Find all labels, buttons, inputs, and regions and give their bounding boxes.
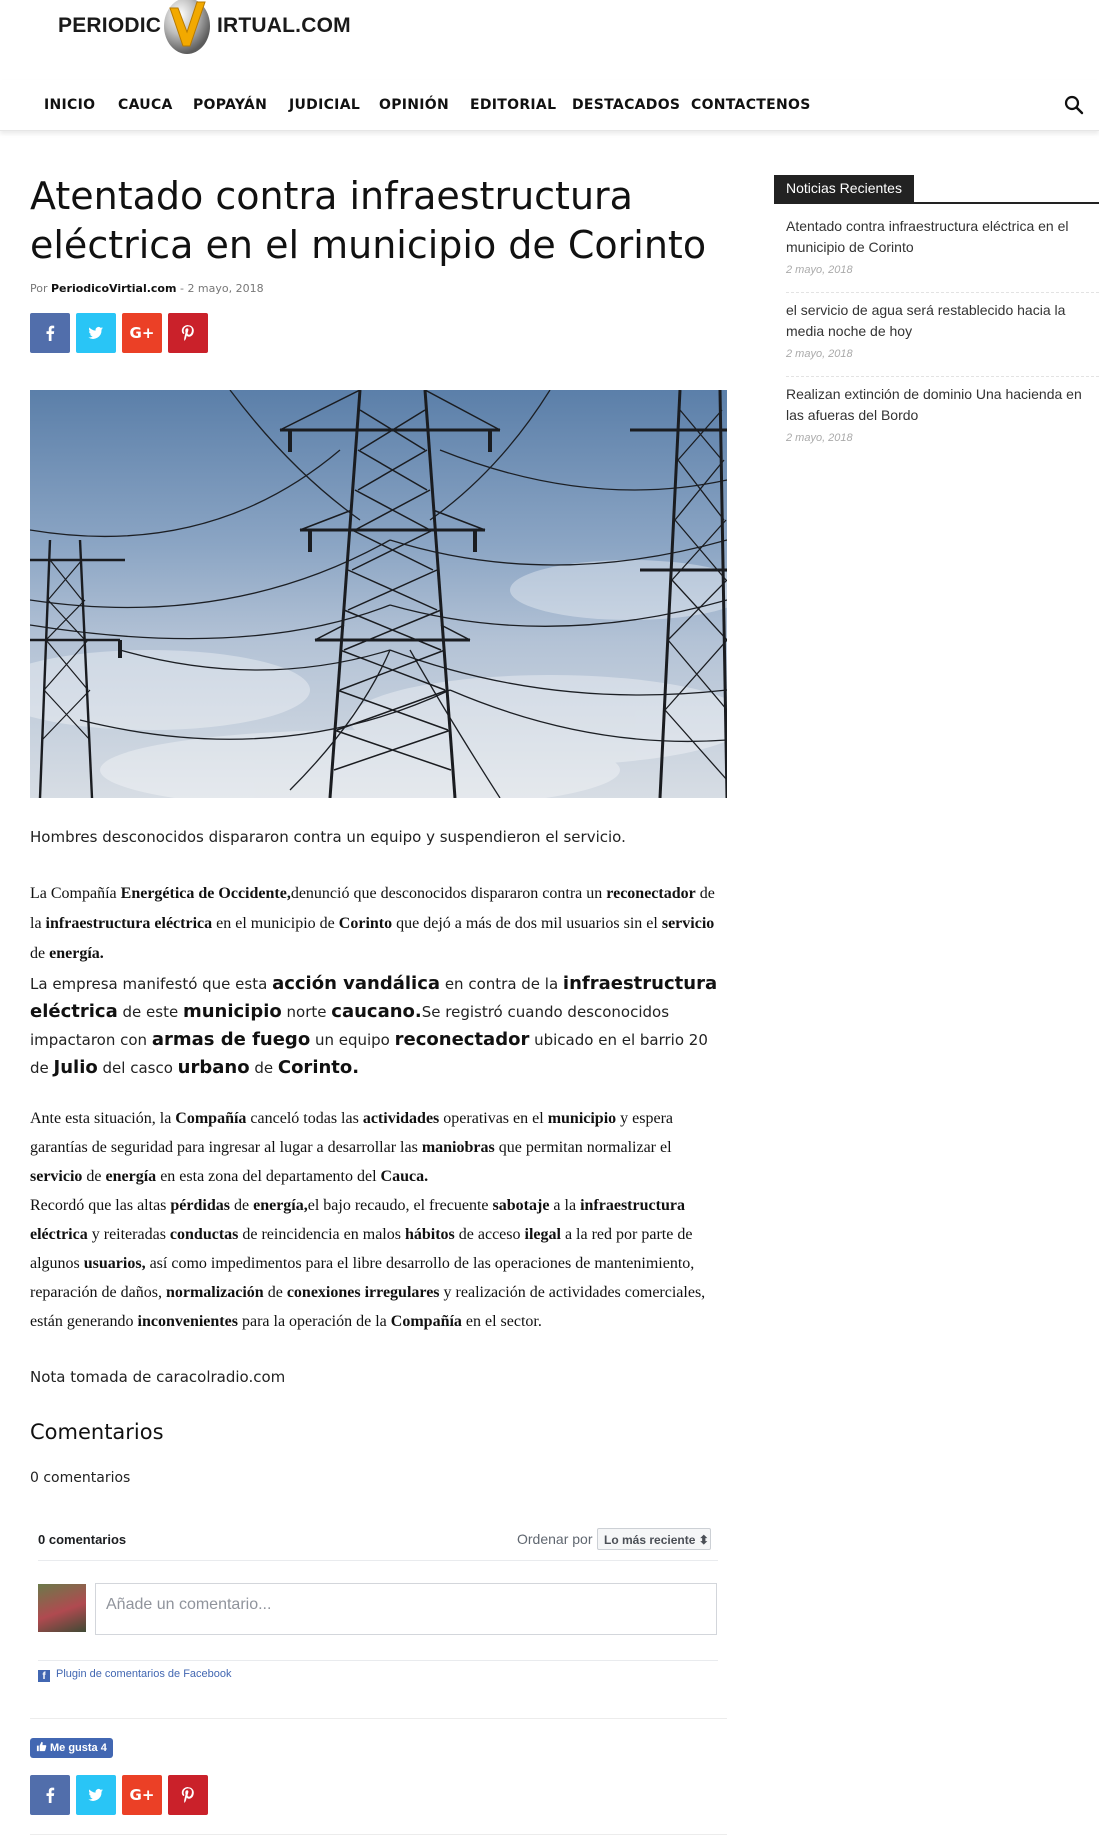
date-separator: - <box>179 282 184 295</box>
facebook-icon <box>30 313 70 353</box>
search-icon[interactable] <box>1063 94 1085 116</box>
article-paragraph-3 <box>30 1104 725 1191</box>
text-run: en el municipio de <box>212 915 339 932</box>
pinterest-share-button[interactable] <box>168 313 208 353</box>
bold-text-run: acción vandálica <box>272 973 441 994</box>
text-run: y espera garantías de seguridad para ingresar al lugar a desarrollar las <box>30 1110 674 1156</box>
bold-text-run: energía <box>105 1168 157 1185</box>
like-button[interactable] <box>30 1738 113 1758</box>
text-run: del casco <box>97 1059 178 1077</box>
bold-text-run: Julio <box>53 1057 98 1078</box>
order-select[interactable]: Lo más reciente ⬍ <box>597 1528 711 1550</box>
google-plus-share-button[interactable] <box>122 1775 162 1815</box>
pinterest-share-button[interactable] <box>168 1775 208 1815</box>
bold-text-run: municipio <box>547 1110 617 1127</box>
bold-text-run: conductas <box>169 1226 239 1243</box>
text-run: en el sector. <box>461 1313 542 1330</box>
bold-text-run: servicio <box>661 915 715 932</box>
fb-plugin-label: Plugin de comentarios de Facebook <box>56 1668 232 1680</box>
text-run: Recordó que las altas <box>30 1197 171 1214</box>
article-meta <box>30 282 264 295</box>
facebook-share-button[interactable] <box>30 313 70 353</box>
text-run: de <box>82 1168 106 1185</box>
nav-item-editorial[interactable]: EDITORIAL <box>470 97 557 113</box>
comments-count: 0 comentarios <box>30 1470 131 1486</box>
recent-news-title-link[interactable]: el servicio de agua será restablecido hacia la media noche de hoy <box>786 302 1066 339</box>
text-run: el bajo recaudo, el frecuente <box>307 1197 493 1214</box>
text-run: norte <box>281 1003 332 1021</box>
google-plus-icon: G+ <box>129 1786 155 1804</box>
pinterest-icon <box>168 313 208 353</box>
text-run: canceló todas las <box>246 1110 363 1127</box>
text-run: un equipo <box>310 1031 395 1049</box>
bold-text-run: usuarios, <box>83 1255 146 1272</box>
article-image <box>30 390 727 798</box>
text-run: y realización de actividades comerciales, están generando <box>30 1284 706 1330</box>
divider <box>30 1834 727 1835</box>
bold-text-run: servicio <box>30 1168 83 1185</box>
article-paragraph-1 <box>30 879 725 969</box>
bold-text-run: actividades <box>362 1110 440 1127</box>
google-plus-icon: G+ <box>129 324 155 342</box>
fb-plugin-link[interactable] <box>38 1668 232 1682</box>
divider <box>38 1560 718 1561</box>
main-nav <box>0 80 1099 131</box>
bold-text-run: urbano <box>177 1057 250 1078</box>
divider <box>786 292 1099 294</box>
article-paragraph-4 <box>30 1191 725 1336</box>
recent-news-date: 2 mayo, 2018 <box>786 432 853 444</box>
nav-item-opinion[interactable]: OPINIÓN <box>379 97 450 113</box>
bold-text-run: Corinto. <box>277 1057 360 1078</box>
recent-news-date: 2 mayo, 2018 <box>786 264 853 276</box>
twitter-icon <box>76 1775 116 1815</box>
text-run: de <box>249 1059 278 1077</box>
recent-news-item[interactable] <box>786 216 1086 276</box>
nav-item-cauca[interactable]: CAUCA <box>118 97 173 113</box>
recent-news-item[interactable] <box>786 384 1086 444</box>
logo-badge-icon <box>162 0 212 56</box>
avatar <box>38 1584 86 1632</box>
google-plus-share-button[interactable] <box>122 313 162 353</box>
article-lead: Hombres desconocidos dispararon contra un equipo y suspendieron el servicio. <box>30 828 626 846</box>
recent-news-item[interactable] <box>786 300 1086 360</box>
twitter-share-button[interactable] <box>76 313 116 353</box>
bold-text-run: Compañía <box>390 1313 462 1330</box>
nav-item-popayan[interactable]: POPAYÁN <box>193 97 268 113</box>
text-run: de acceso <box>454 1226 525 1243</box>
facebook-icon: f <box>38 1670 50 1682</box>
text-run: así como impedimentos para el libre desarrollo de las operaciones de mantenimiento, reparación de daños, <box>30 1255 695 1301</box>
bold-text-run: armas de fuego <box>151 1029 311 1050</box>
comment-input[interactable]: Añade un comentario... <box>95 1583 717 1635</box>
article-paragraph-2 <box>30 970 725 1082</box>
recent-news-title-link[interactable]: Realizan extinción de dominio Una hacienda en las afueras del Bordo <box>786 386 1082 423</box>
nav-item-contactenos[interactable]: CONTACTENOS <box>691 97 811 113</box>
bold-text-run: Corinto <box>338 915 393 932</box>
text-run: y reiteradas <box>87 1226 170 1243</box>
recent-news-title-link[interactable]: Atentado contra infraestructura eléctrica en el municipio de Corinto <box>786 218 1069 255</box>
article-title: Atentado contra infraestructura eléctrica en el municipio de Corinto <box>30 174 707 267</box>
text-run: de <box>30 945 50 962</box>
text-run: de la <box>30 885 715 932</box>
bold-text-run: hábitos <box>404 1226 455 1243</box>
nav-item-inicio[interactable]: INICIO <box>44 97 96 113</box>
logo-text-part1: PERIODIC <box>58 14 162 37</box>
text-run: de reincidencia en malos <box>238 1226 405 1243</box>
bold-text-run: Cauca. <box>380 1168 429 1185</box>
recent-news-title: Noticias Recientes <box>774 175 914 202</box>
bold-text-run: energía. <box>49 945 104 962</box>
nav-item-destacados[interactable]: DESTACADOS <box>572 97 681 113</box>
facebook-icon <box>30 1775 70 1815</box>
text-run: en contra de la <box>440 975 563 993</box>
bold-text-run: infraestructura eléctrica <box>45 915 213 932</box>
bold-text-run: sabotaje <box>492 1197 550 1214</box>
share-buttons-top <box>30 313 250 353</box>
bold-text-run: normalización <box>165 1284 264 1301</box>
text-run: Ante esta situación, la <box>30 1110 176 1127</box>
source-note: Nota tomada de caracolradio.com <box>30 1368 286 1386</box>
order-label: Ordenar por <box>517 1531 593 1547</box>
text-run: ubicado en el barrio 20 de <box>30 1031 708 1077</box>
divider <box>786 376 1099 378</box>
text-run: en esta zona del departamento del <box>156 1168 381 1185</box>
text-run: de <box>263 1284 287 1301</box>
divider <box>38 1660 718 1661</box>
bold-text-run: conexiones irregulares <box>286 1284 440 1301</box>
text-run: de <box>229 1197 254 1214</box>
recent-news-header <box>774 175 1099 204</box>
twitter-icon <box>76 313 116 353</box>
twitter-share-button[interactable] <box>76 1775 116 1815</box>
text-run: de este <box>117 1003 183 1021</box>
bold-text-run: energía, <box>253 1197 308 1214</box>
bold-text-run: Energética de Occidente, <box>120 885 291 902</box>
bold-text-run: infraestructura eléctrica <box>30 1197 685 1243</box>
thumbs-up-icon <box>36 1741 47 1752</box>
text-run: La Compañía <box>30 885 121 902</box>
by-prefix: Por <box>30 282 48 295</box>
bold-text-run: reconectador <box>394 1029 530 1050</box>
text-run: a la red por parte de algunos <box>30 1226 693 1272</box>
text-run: Se registró cuando desconocidos impactaron con <box>30 1003 670 1049</box>
like-label: Me gusta 4 <box>50 1742 107 1754</box>
facebook-share-button[interactable] <box>30 1775 70 1815</box>
nav-item-judicial[interactable]: JUDICIAL <box>289 97 361 113</box>
text-run: La empresa manifestó que esta <box>30 975 273 993</box>
text-run: denunció que desconocidos dispararon contra un <box>290 885 607 902</box>
bold-text-run: inconvenientes <box>137 1313 238 1330</box>
bold-text-run: municipio <box>182 1001 282 1022</box>
recent-news-date: 2 mayo, 2018 <box>786 348 853 360</box>
logo-text-part2: IRTUAL.COM <box>217 14 351 37</box>
facebook-comments-plugin <box>38 1520 718 1700</box>
power-towers-illustration <box>30 390 727 798</box>
article-date: 2 mayo, 2018 <box>187 282 264 295</box>
share-buttons-bottom <box>30 1775 250 1815</box>
bold-text-run: maniobras <box>421 1139 495 1156</box>
author-link[interactable]: PeriodicoVirtial.com <box>51 282 177 295</box>
site-logo[interactable] <box>58 0 358 60</box>
bold-text-run: Compañía <box>175 1110 247 1127</box>
bold-text-run: infraestructura eléctrica <box>30 973 718 1022</box>
text-run: a la <box>549 1197 581 1214</box>
bold-text-run: pérdidas <box>170 1197 230 1214</box>
bold-text-run: ilegal <box>524 1226 561 1243</box>
text-run: que dejó a más de dos mil usuarios sin el <box>392 915 662 932</box>
bold-text-run: caucano. <box>331 1001 422 1022</box>
text-run: operativas en el <box>439 1110 548 1127</box>
text-run: que permitan normalizar el <box>494 1139 672 1156</box>
comments-heading: Comentarios <box>30 1420 164 1444</box>
pinterest-icon <box>168 1775 208 1815</box>
divider <box>30 1718 727 1719</box>
fb-comment-count: 0 comentarios <box>38 1532 127 1547</box>
text-run: para la operación de la <box>237 1313 391 1330</box>
bold-text-run: reconectador <box>606 885 696 902</box>
